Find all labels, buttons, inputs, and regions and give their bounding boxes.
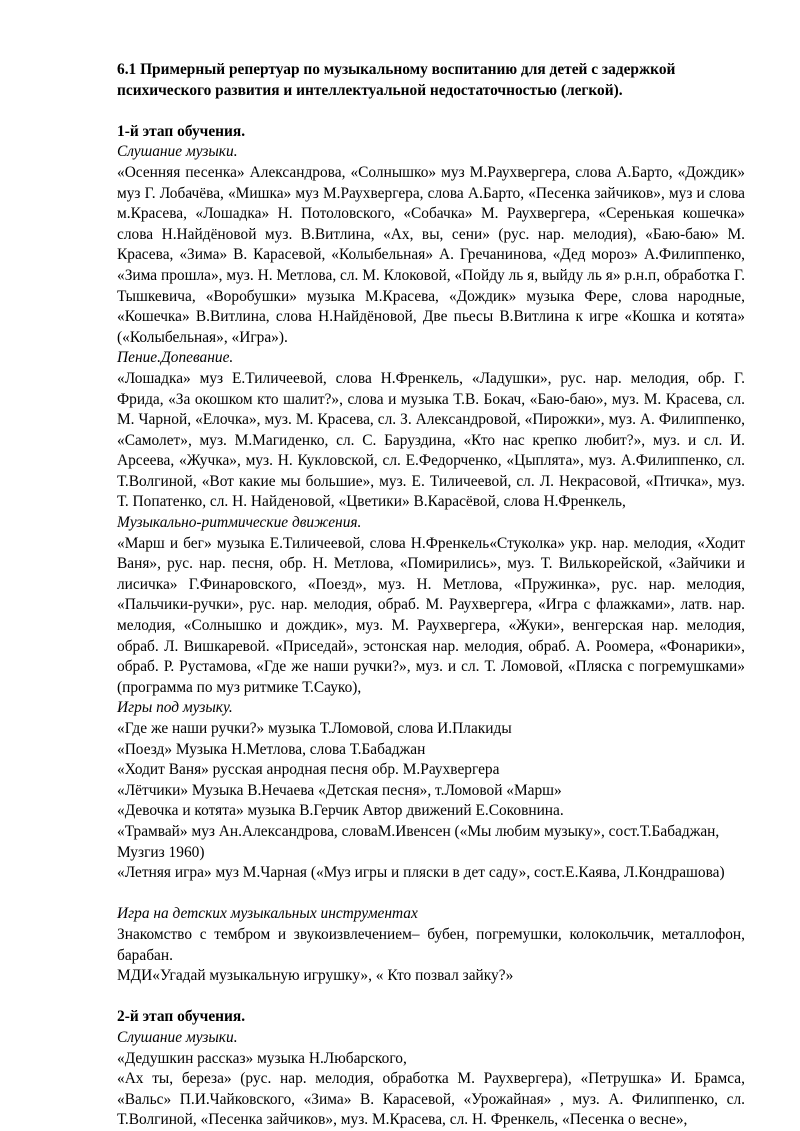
games-list-item: «Трамвай» муз Ан.Александрова, словаМ.Ивенсен («Мы любим музыку», сост.Т.Бабаджан, Музгиз 1960) [117,822,720,861]
stage1-movement-heading: Музыкально-ритмические движения. [117,514,362,532]
stage1-listening-text: «Осенняя песенка» Александрова, «Солнышко» муз М.Раухвергера, слова А.Барто, «Дождик» муз Г. Лобачёва, «Мишка» муз М.Раухвергера, слова А.Барто, «Песенка зайчиков», муз и слова м.Красева, «Лошадка» Н. Потоловского, «Собачка» М. Раухвергера, «Серенькая кошечка» слова Н.Найдёновой муз. В.Витлина, «Ах, вы, сени» (рус. нар. мелодия), «Баю-баю» М. Красева, «Зима» В. Карасевой, «Колыбельная» А. Гречанинова, «Дед мороз» А.Филиппенко, «Зима прошла», муз. Н. Метлова, сл. М. Клоковой, «Пойду ль я, выйду ль я» р.н.п, обработка Г. Тышкевича, «Воробушки» музыка М.Красева, «Дождик» музыка Фере, слова народные, «Кошечка» В.Витлина, слова Н.Найдёновой, Две пьесы В.Витлина к игре «Кошка и котята» («Колыбельная», «Игра»). [117,163,745,346]
document-title: 6.1 Примерный репертуар по музыкальному воспитанию для детей с задержкой психического развития и интеллектуальной недостаточностью (легкой). [117,61,676,99]
games-list-item: «Девочка и котята» музыка В.Герчик Автор движений Е.Соковнина. [117,802,564,820]
stage2-heading: 2-й этап обучения. [117,1008,246,1026]
stage1-movement-text: «Марш и бег» музыка Е.Тиличеевой, слова Н.Френкель«Стуколка» укр. нар. мелодия, «Ходит Ваня», рус. нар. песня, обр. Н. Метлова, «Помирились», муз. Т. Вилькорейской, «Зайчики и лисичка» Г.Финаровского, «Поезд», муз. Н. Метлова, «Пружинка», рус. нар. мелодия, «Пальчики-ручки», рус. нар. мелодия, обраб. М. Раухвергера, «Игра с флажками», латв. нар. мелодия, «Солнышко и дождик», муз. М. Раухвергера, «Жуки», венгерская нар. мелодия, обраб. Л. Вишкаревой. «Приседай», эстонская нар. мелодия, обраб. А. Роомера, «Фонарики», обраб. Р. Рустамова, «Где же наши ручки?», муз. и сл. Т. Ломовой, «Пляска с погремушками» (программа по муз ритмике Т.Сауко), [117,534,745,696]
stage1-singing-text: «Лошадка» муз Е.Тиличеевой, слова Н.Френкель, «Ладушки», рус. нар. мелодия, обр. Г. Фрида, «За окошком кто шалит?», слова и музыка Т.В. Бокач, «Баю-баю», муз. М. Красева, сл. М. Чарной, «Елочка», муз. М. Красева, сл. З. Александровой, «Пирожки», муз. А. Филиппенко, «Самолет», муз. М.Магиденко, сл. С. Баруздина, «Кто нас крепко любит?», муз. и сл. И. Арсеева, «Жучка», муз. Н. Кукловской, сл. Е.Федорченко, «Цыплята», муз. А.Филиппенко, сл. Т.Волгиной, «Вот какие мы большие», муз. Е. Тиличеевой, сл. Л. Некрасовой, «Птичка», муз. Т. Попатенко, сл. Н. Найденовой, «Цветики» В.Карасёвой, слова Н.Френкель, [117,369,745,511]
stage1-instruments-text: Знакомство с тембром и звукоизвлечением– бубен, погремушки, колокольчик, металлофон, барабан. [117,925,745,964]
spacer [117,987,745,1008]
stage1-listening-heading: Слушание музыки. [117,143,238,161]
stage1-didactic-games: МДИ«Угадай музыкальную игрушку», « Кто позвал зайку?» [117,967,514,985]
games-list-item: «Ходит Ваня» русская анродная песня обр. М.Раухвергера [117,761,500,779]
games-list-item: «Где же наши ручки?» музыка Т.Ломовой, слова И.Плакиды [117,720,512,737]
stage1-singing-heading: Пение.Допевание. [117,349,234,367]
document-page [117,60,745,1131]
games-list-item: «Лётчики» Музыка В.Нечаева «Детская песня», т.Ломовой «Марш» [117,781,562,799]
stage1-heading: 1-й этап обучения. [117,122,246,140]
stage1-instruments-heading: Игра на детских музыкальных инструментах [117,905,418,923]
spacer [117,884,745,905]
games-list-item: «Летняя игра» муз М.Чарная («Муз игры и пляски в дет саду», сост.Е.Каява, Л.Кондрашова) [117,864,725,882]
stage2-listening-text: «Ах ты, береза» (рус. нар. мелодия, обработка М. Раухвергера), «Петрушка» И. Брамса, «Вальс» П.И.Чайковского, «Зима» В. Карасевой, «Урожайная» , муз. А. Филиппенко, сл. Т.Волгиной, «Песенка зайчиков», муз. М.Красева, сл. Н. Френкель, «Песенка о весне», [117,1070,745,1129]
stage2-listening-heading: Слушание музыки. [117,1028,238,1046]
stage1-games-heading: Игры под музыку. [117,699,233,717]
games-list-item: «Поезд» Музыка Н.Метлова, слова Т.Бабаджан [117,740,426,758]
stage2-listening-line: «Дедушкин рассказ» музыка Н.Любарского, [117,1049,407,1067]
